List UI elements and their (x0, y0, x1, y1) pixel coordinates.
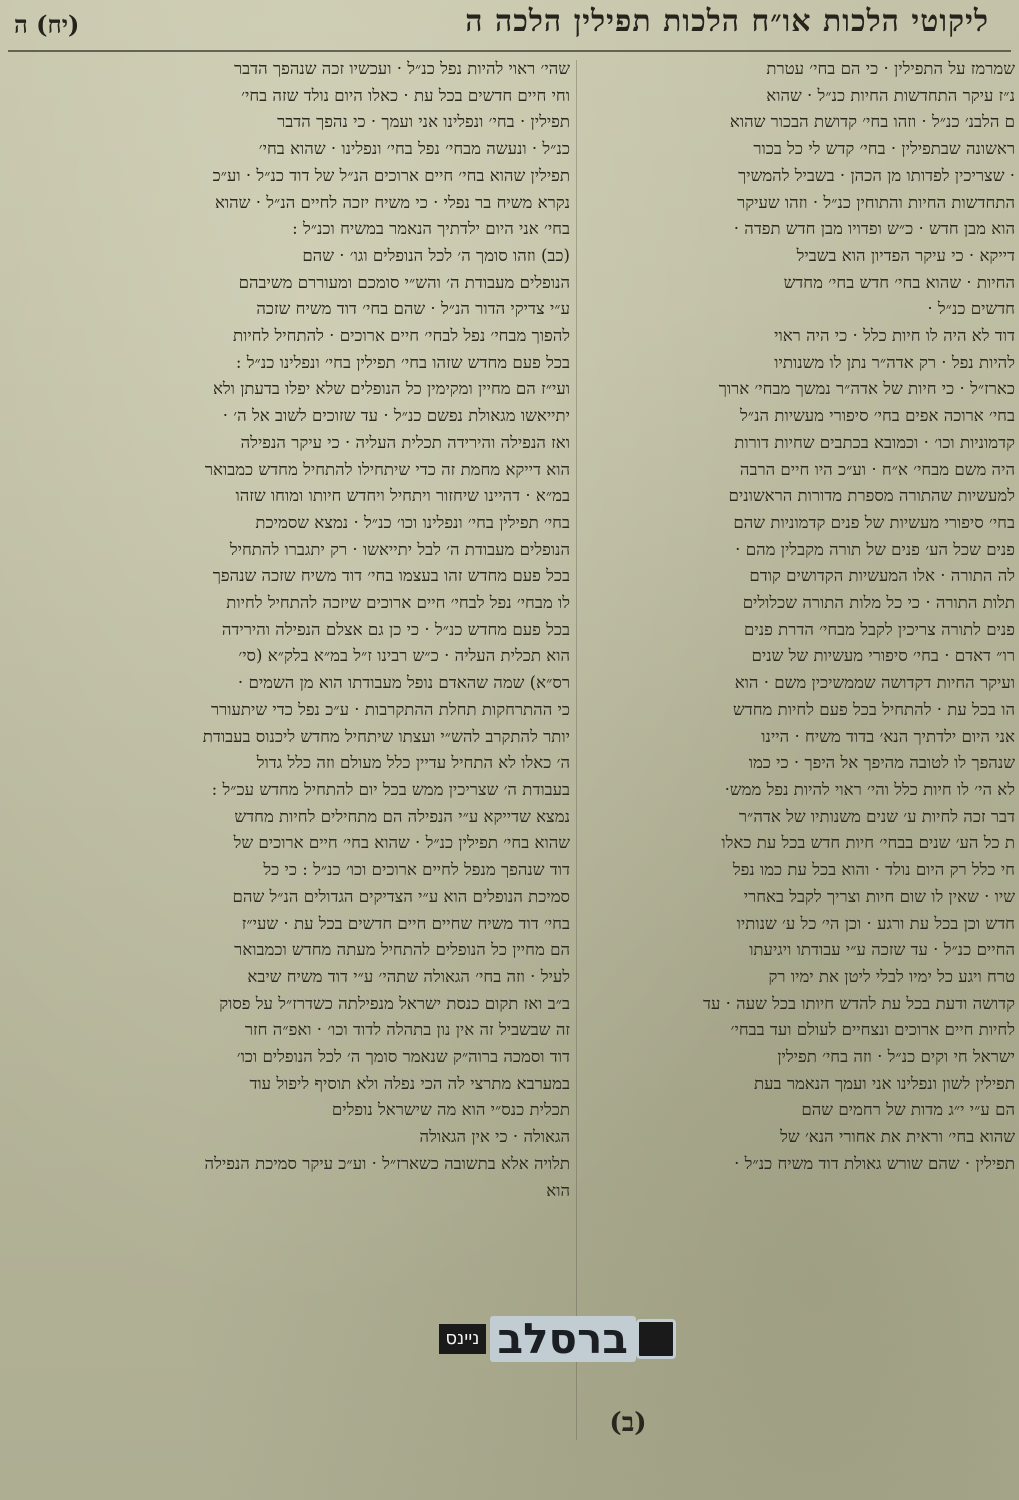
page-number-mark: (יח) ה (14, 10, 80, 39)
watermark-brand: ברסלב (490, 1316, 636, 1362)
header-rule (8, 50, 1011, 52)
watermark-subtitle: ניינס (439, 1324, 485, 1354)
text-column-left: שהי׳ ראוי להיות נפל כנ״ל · ועכשיו זכה שנהפך הדבר וחי חיים חדשים בכל עת · כאלו היום נולד שזה בחי׳ תפילין · בחי׳ ונפלינו אני ועמך · כי נהפך הדבר כנ״ל · ונעשה מבחי׳ נפל בחי׳ ונפלינו · שהוא בחי׳ תפילין שהוא בחי׳ חיים ארוכים הנ״ל של דוד כנ״ל · וע״כ נקרא משיח בר נפלי · כי משיח יזכה לחיים הנ״ל · שהוא בחי׳ אני היום ילדתיך הנאמר במשיח וכנ״ל : (כב) וזהו סומך ה׳ לכל הנופלים וגו׳ · שהם הנופלים מעבודת ה׳ והש״י סומכם ומעוררם משיבהם ע״י צדיקי הדור הנ״ל · שהם בחי׳ דוד משיח שזכה להפוך מבחי׳ נפל לבחי׳ חיים ארוכים · להתחיל לחיות בכל פעם מחדש שזהו בחי׳ תפילין בחי׳ ונפלינו כנ״ל : ועי״ז הם מחיין ומקימין כל הנופלים שלא יפלו בדעתן ולא יתייאשו מגאולת נפשם כנ״ל · עד שזוכים לשוב אל ה׳ · ואז הנפילה והירידה תכלית העליה · כי עיקר הנפילה הוא דייקא מחמת זה כדי שיתחילו להתחיל מחדש כמבואר במ״א · דהיינו שיחזור ויתחיל ויחדש חיותו ומוחו שזהו בחי׳ תפילין בחי׳ ונפלינו וכו׳ כנ״ל · נמצא שסמיכת הנופלים מעבודת ה׳ לבל יתייאשו · רק יתגברו להתחיל בכל פעם מחדש זהו בעצמו בחי׳ דוד משיח שזכה שנהפך לו מבחי׳ נפל לבחי׳ חיים ארוכים שיזכה להתחיל לחיות בכל פעם מחדש כנ״ל · כי כן גם אצלם הנפילה והירידה הוא תכלית העליה · כ״ש רבינו ז״ל במ״א בלק״א (סי׳ רס״א) שמה שהאדם נופל מעבודתו הוא מן השמים · כי ההתרחקות תחלת ההתקרבות · ע״כ נפל כדי שיתעורר יותר להתקרב להש״י ועצתו שיתחיל מחדש ליכנוס בעבודת ה׳ כאלו לא התחיל עדיין כלל מעולם וזה כלל גדול בעבודת ה׳ שצריכין ממש בכל יום להתחיל מחדש עכ״ל : נמצא שדייקא ע״י הנפילה הם מתחילים לחיות מחדש שהוא בחי׳ תפילין כנ״ל · שהוא בחי׳ חיים ארוכים של דוד שנהפך מנפל לחיים ארוכים וכו׳ כנ״ל : כי כל סמיכת הנופלים הוא ע״י הצדיקים הגדולים הנ״ל שהם בחי׳ דוד משיח שחיים חיים חדשים בכל עת · שעי״ז הם מחיין כל הנופלים להתחיל מעתה מחדש וכמבואר לעיל · וזה בחי׳ הגאולה שתהי׳ ע״י דוד משיח שיבא ב״ב ואז תקום כנסת ישראל מנפילתה כשדרז״ל על פסוק זה שבשביל זה אין נון בתהלה לדוד וכו׳ · ואפ״ה חזר דוד וסמכה ברוה״ק שנאמר סומך ה׳ לכל הנופלים וכו׳ במערבא מתרצי לה הכי נפלה ולא תוסיף ליפול עוד תכלית כנס״י הוא מה שישראל נופלים הגאולה · כי אין הגאולה תלויה אלא בתשובה כשארז״ל · וע״כ עיקר סמיכת הנפילה הוא (202, 59, 570, 1200)
signature-mark: (ב) (609, 1408, 647, 1438)
text-column-right: שמרמז על התפילין · כי הם בחי׳ עטרת נ״ז עיקר התחדשות החיות כנ״ל · שהוא ם הלבנ׳ כנ״ל · וזהו בחי׳ קדושת הבכור שהוא ראשונה שבתפילין · בחי׳ קדש לי כל בכור · שצריכין לפדותו מן הכהן · בשביל להמשיך התחדשות החיות והתוחין כנ״ל · וזהו שעיקר הוא מבן חדש · כ״ש ופדויו מבן חדש תפדה · דייקא · כי עיקר הפדיון הוא בשביל החיות · שהוא בחי׳ חדש בחי׳ מחדש חדשים כנ״ל · דוד לא היה לו חיות כלל · כי היה ראוי להיות נפל · רק אדה״ר נתן לו משנותיו כארז״ל · כי חיות של אדה״ר נמשך מבחי׳ ארוך בחי׳ ארוכה אפים בחי׳ סיפורי מעשיות הנ״ל קדמוניות וכו׳ · וכמובא בכתבים שחיות דורות היה משם מבחי׳ א״ח · וע״כ היו חיים הרבה למעשיות שהתורה מספרת מדורות הראשונים בחי׳ סיפורי מעשיות של פנים קדמוניות שהם פנים שכל הע׳ פנים של תורה מקבלין מהם · לה התורה · אלו המעשיות הקדושים קודם תלות התורה · כי כל מלות התורה שכלולים פנים לתורה צריכין לקבל מבחי׳ הדרת פנים רו״ דאדם · בחי׳ סיפורי מעשיות של שנים ועיקר החיות דקדושה שממשיכין משם · הוא הו בכל עת · להתחיל בכל פעם לחיות מחדש אני היום ילדתיך הנא׳ בדוד משיח · היינו שנהפך לו לטובה מהיפך אל היפך · כי כמו לא הי׳ לו חיות כלל והי׳ ראוי להיות נפל ממש· דבר זכה לחיות ע׳ שנים משנותיו של אדה״ר ת כל הע׳ שנים בבחי׳ חיות חדש בכל עת כאלו חי כלל רק היום נולד · והוא בכל עת כמו נפל שיו · שאין לו שום חיות וצריך לקבל באחרי חדש וכן בכל עת ורגע · וכן הי׳ כל ע׳ שנותיו החיים כנ״ל · עד שזכה ע״י עבודתו ויגיעתו טרח ויגע כל ימיו לבלי ליטן את ימיו רק קדושה ודעת בכל עת להדש חיותו בכל שעה · עד לחיות חיים ארוכים ונצחיים לעולם ועד בבחי׳ ישראל חי וקים כנ״ל · וזה בחי׳ תפילין תפילין לשון ונפלינו אני ועמך הנאמר בעת הם ע״י י״ג מדות של רחמים שהם שהוא בחי׳ וראית את אחורי הנא׳ של תפילין · שהם שורש גאולת דוד משיח כנ״ל · (702, 59, 1015, 1173)
running-title: ליקוטי הלכות או״ח הלכות תפילין הלכה ה (465, 4, 989, 39)
column-divider (576, 60, 577, 1440)
chat-bubble-logo-icon (636, 1319, 676, 1359)
page-header (0, 0, 1019, 52)
site-watermark (330, 1316, 680, 1362)
